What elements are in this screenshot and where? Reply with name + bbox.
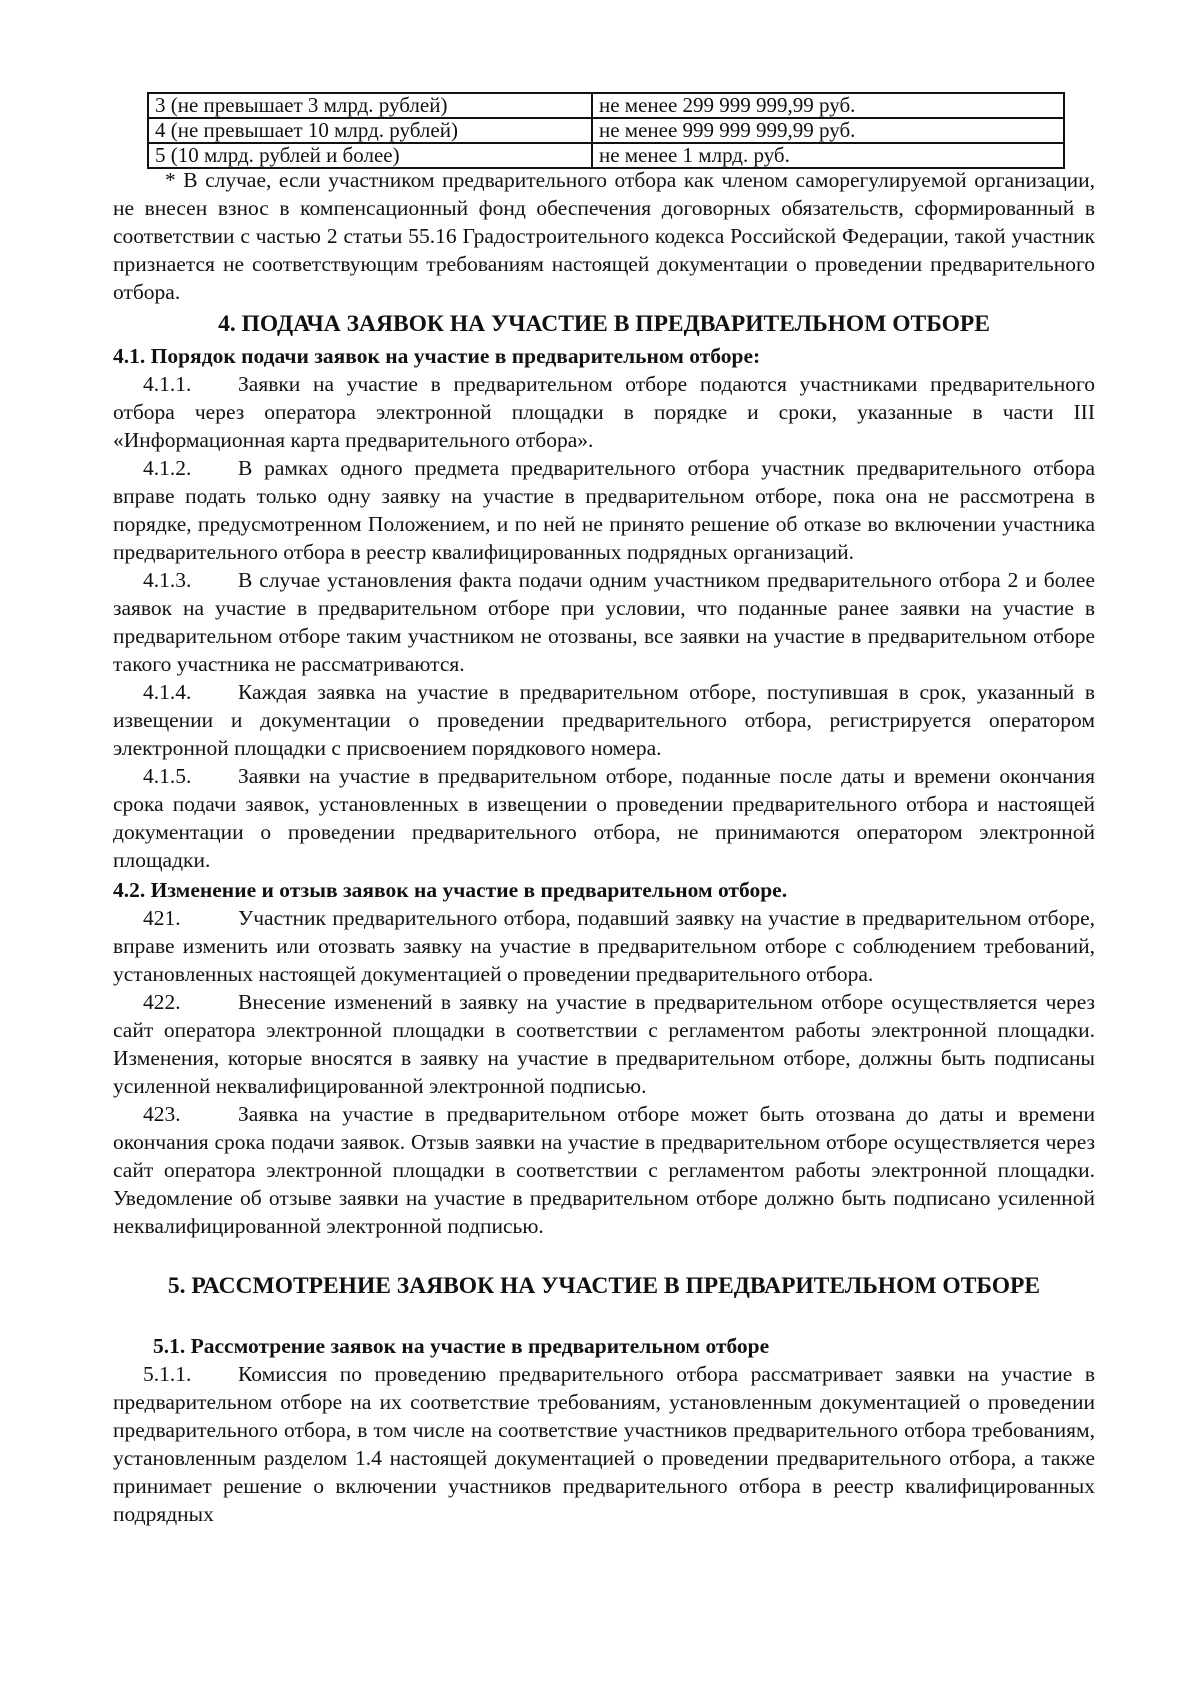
level-number: 5 bbox=[155, 143, 166, 167]
table-cell-amount: не менее 999 999 999,99 руб. bbox=[592, 118, 1064, 143]
subsection-4-2-title: 4.2. Изменение и отзыв заявок на участие в предварительном отборе. bbox=[113, 878, 788, 902]
paragraph-text: Участник предварительного отбора, подавший заявку на участие в предварительном отборе, вправе изменить или отозвать заявку на участие в предварительном отборе с соблюдением требований, установленных настоящей документацией о проведении предварительного отбора. bbox=[113, 906, 1095, 986]
paragraph-5-1-1 bbox=[113, 1360, 1095, 1528]
paragraph-number: 4.1.4. bbox=[143, 680, 192, 704]
paragraph-text: Заявки на участие в предварительном отборе, поданные после даты и времени окончания срока подачи заявок, установленных в извещении о проведении предварительного отбора и настоящей документации о проведении предварительного отбора, не принимаются оператором электронной площадки. bbox=[113, 764, 1095, 872]
section-5-title: 5. РАССМОТРЕНИЕ ЗАЯВОК НА УЧАСТИЕ В ПРЕДВАРИТЕЛЬНОМ ОТБОРЕ bbox=[167, 1273, 1041, 1299]
level-number: 4 bbox=[155, 118, 166, 142]
table-cell-level bbox=[148, 118, 592, 143]
paragraph-number: 421. bbox=[143, 906, 181, 930]
document-body bbox=[113, 166, 1095, 1528]
level-text: (10 млрд. рублей и более) bbox=[165, 143, 400, 167]
table-cell-level bbox=[148, 143, 592, 168]
paragraph-number: 4.1.2. bbox=[143, 456, 192, 480]
spacer bbox=[113, 1240, 1095, 1268]
paragraph-text: В рамках одного предмета предварительного отбора участник предварительного отбора вправе подать только одну заявку на участие в предварительном отборе, пока она не рассмотрена в порядке, предусмотренном Положением, и по ней не принято решение об отказе во включении участника предварительного отбора в реестр квалифицированных подрядных организаций. bbox=[113, 456, 1095, 564]
paragraph-text: Комиссия по проведению предварительного отбора рассматривает заявки на участие в предварительном отборе на их соответствие требованиям, установленным документацией о проведении предварительного отбора, в том числе на соответствие участников предварительного отбора требованиям, установленным разделом 1.4 настоящей документацией о проведении предварительного отбора, а также принимает решение о включении участников предварительного отбора в реестр квалифицированных подрядных bbox=[113, 1362, 1095, 1526]
paragraph-number: 4.1.1. bbox=[143, 372, 192, 396]
paragraph-number: 423. bbox=[143, 1102, 181, 1126]
footnote: * В случае, если участником предварительного отбора как членом саморегулируемой организации, не внесен взнос в компенсационный фонд обеспечения договорных обязательств, сформированный в соответствии с частью 2 статьи 55.16 Градостроительного кодекса Российской Федерации, такой участник признается не соответствующим требованиям настоящей документации о проведении предварительного отбора. bbox=[113, 168, 1095, 304]
level-text: (не превышает 3 млрд. рублей) bbox=[165, 93, 448, 117]
paragraph-number: 5.1.1. bbox=[143, 1362, 192, 1386]
paragraph-4-1-3 bbox=[113, 566, 1095, 678]
section-4-title: 4. ПОДАЧА ЗАЯВОК НА УЧАСТИЕ В ПРЕДВАРИТЕЛЬНОМ ОТБОРЕ bbox=[218, 311, 990, 337]
levels-table bbox=[147, 92, 1065, 169]
paragraph-4-2-2 bbox=[113, 988, 1095, 1100]
table-row bbox=[148, 143, 1064, 168]
paragraph-text: Заявки на участие в предварительном отборе подаются участниками предварительного отбора через оператора электронной площадки в порядке и сроки, указанные в части III «Информационная карта предварительного отбора». bbox=[113, 372, 1095, 452]
paragraph-4-1-4 bbox=[113, 678, 1095, 762]
paragraph-4-1-5 bbox=[113, 762, 1095, 874]
table-row bbox=[148, 93, 1064, 118]
paragraph-number: 4.1.3. bbox=[143, 568, 192, 592]
paragraph-4-1-1 bbox=[113, 370, 1095, 454]
paragraph-text: В случае установления факта подачи одним участником предварительного отбора 2 и более заявок на участие в предварительном отборе при условии, что поданные ранее заявки на участие в предварительном отборе таким участником не отозваны, все заявки на участие в предварительном отборе такого участника не рассматриваются. bbox=[113, 568, 1095, 676]
level-number: 3 bbox=[155, 93, 166, 117]
spacer bbox=[113, 1302, 1095, 1330]
paragraph-4-2-3 bbox=[113, 1100, 1095, 1240]
paragraph-number: 4.1.5. bbox=[143, 764, 192, 788]
level-text: (не превышает 10 млрд. рублей) bbox=[165, 118, 458, 142]
table-row bbox=[148, 118, 1064, 143]
paragraph-4-2-1 bbox=[113, 904, 1095, 988]
paragraph-text: Каждая заявка на участие в предварительном отборе, поступившая в срок, указанный в извещении и документации о проведении предварительного отбора, регистрируется оператором электронной площадки с присвоением порядкового номера. bbox=[113, 680, 1095, 760]
subsection-5-1-title: 5.1. Рассмотрение заявок на участие в предварительном отборе bbox=[153, 1334, 770, 1358]
table-cell-level bbox=[148, 93, 592, 118]
paragraph-text: Внесение изменений в заявку на участие в предварительном отборе осуществляется через сайт оператора электронной площадки в соответствии с регламентом работы электронной площадки. Изменения, которые вносятся в заявку на участие в предварительном отборе, должны быть подписаны усиленной неквалифицированной электронной подписью. bbox=[113, 990, 1095, 1098]
table-cell-amount: не менее 1 млрд. руб. bbox=[592, 143, 1064, 168]
paragraph-number: 422. bbox=[143, 990, 181, 1014]
table-cell-amount: не менее 299 999 999,99 руб. bbox=[592, 93, 1064, 118]
subsection-4-1-title: 4.1. Порядок подачи заявок на участие в предварительном отборе: bbox=[113, 344, 761, 368]
paragraph-text: Заявка на участие в предварительном отборе может быть отозвана до даты и времени окончания срока подачи заявок. Отзыв заявки на участие в предварительном отборе осуществляется через сайт оператора электронной площадки в соответствии с регламентом работы электронной площадки. Уведомление об отзыве заявки на участие в предварительном отборе должно быть подписано усиленной неквалифицированной электронной подписью. bbox=[113, 1102, 1095, 1238]
paragraph-4-1-2 bbox=[113, 454, 1095, 566]
